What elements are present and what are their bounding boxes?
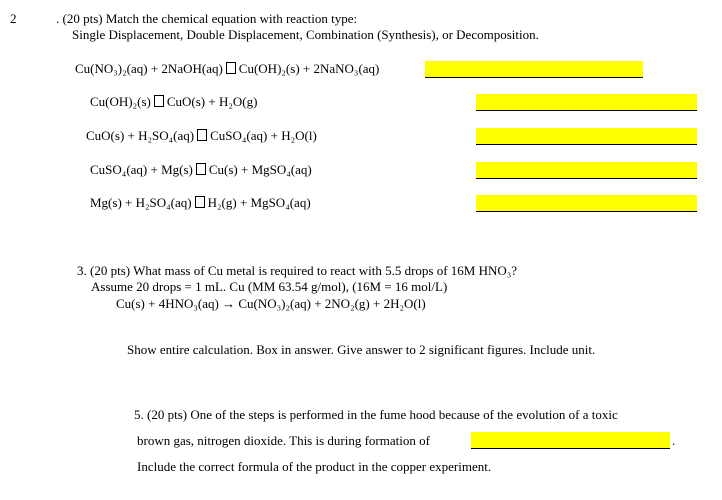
equation-row-4	[90, 162, 312, 178]
answer-field-equation-2[interactable]	[476, 94, 697, 111]
reaction-arrow-box-icon	[154, 95, 164, 107]
reaction-arrow-box-icon	[195, 196, 205, 208]
equation-2-left: Cu(OH)₂(s)	[90, 94, 151, 109]
q5-instructions: Include the correct formula of the product in the copper experiment.	[137, 459, 492, 474]
reaction-arrow-box-icon	[226, 62, 236, 74]
equation-row-3	[86, 128, 317, 144]
answer-field-equation-5[interactable]	[476, 195, 697, 212]
equation-row-2	[90, 94, 257, 110]
answer-field-equation-1[interactable]	[425, 61, 643, 78]
q3-equation	[116, 296, 426, 312]
equation-row-5	[90, 195, 311, 211]
page-number: 2	[10, 11, 17, 26]
reaction-arrow-box-icon	[197, 129, 207, 141]
equation-1-left: Cu(NO₃)₂(aq) + 2NaOH(aq)	[75, 61, 223, 76]
equation-5-left: Mg(s) + H₂SO₄(aq)	[90, 195, 192, 210]
q3-equation-left: Cu(s) + 4HNO₃(aq)	[116, 296, 219, 311]
q3-assumptions: Assume 20 drops = 1 mL. Cu (MM 63.54 g/mol), (16M = 16 mol/L)	[91, 279, 448, 294]
right-arrow-icon: →	[222, 296, 236, 311]
equation-4-left: CuSO₄(aq) + Mg(s)	[90, 162, 193, 177]
equation-row-1	[75, 61, 379, 77]
q3-question: 3. (20 pts) What mass of Cu metal is required to react with 5.5 drops of 16M HNO₃?	[77, 263, 518, 278]
q3-equation-right: Cu(NO₃)₂(aq) + 2NO₂(g) + 2H₂O(l)	[238, 296, 426, 311]
equation-4-right: Cu(s) + MgSO₄(aq)	[208, 162, 312, 177]
answer-field-equation-3[interactable]	[476, 128, 697, 145]
answer-field-equation-4[interactable]	[476, 162, 697, 179]
reaction-arrow-box-icon	[196, 163, 206, 175]
equation-3-left: CuO(s) + H₂SO₄(aq)	[86, 128, 195, 143]
q2-reaction-types: Single Displacement, Double Displacement, Combination (Synthesis), or Decomposition.	[72, 27, 539, 42]
q5-line-2-period: .	[672, 433, 676, 448]
answer-field-q5[interactable]	[471, 432, 670, 449]
equation-3-right: CuSO₄(aq) + H₂O(l)	[210, 128, 317, 143]
q5-question-line-2: brown gas, nitrogen dioxide. This is during formation of	[137, 433, 430, 448]
equation-2-right: CuO(s) + H₂O(g)	[166, 94, 258, 109]
q3-instructions: Show entire calculation. Box in answer. Give answer to 2 significant figures. Include unit.	[127, 342, 596, 357]
q5-question-line-1: 5. (20 pts) One of the steps is performed in the fume hood because of the evolution of a toxic	[134, 407, 618, 422]
equation-5-right: H₂(g) + MgSO₄(aq)	[207, 195, 311, 210]
equation-1-right: Cu(OH)₂(s) + 2NaNO₃(aq)	[238, 61, 380, 76]
q2-header: . (20 pts) Match the chemical equation with reaction type:	[56, 11, 358, 26]
